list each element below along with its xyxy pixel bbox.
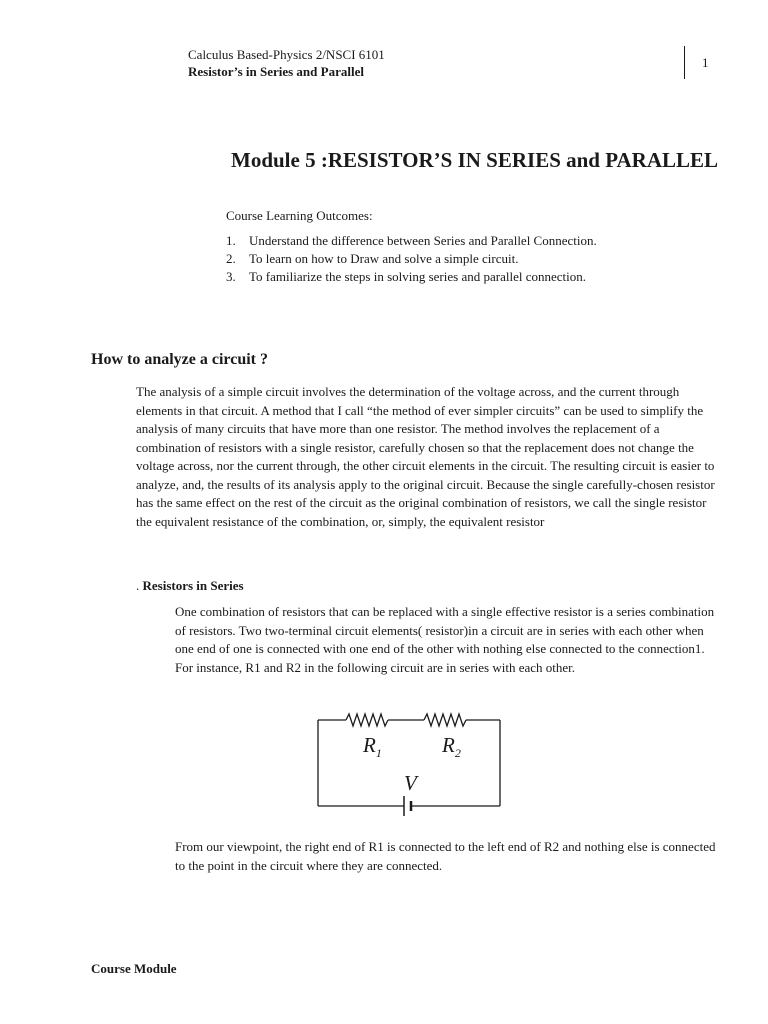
series-followup-paragraph: From our viewpoint, the right end of R1 is connected to the left end of R2 and nothing else is connected to the point in the circuit where they are connected. (175, 839, 716, 873)
footer-label: Course Module (91, 961, 177, 976)
outcome-item: 1. Understand the difference between Series and Parallel Connection. (226, 233, 597, 248)
subheading-series: . Resistors in Series (136, 578, 244, 593)
analyze-paragraph: The analysis of a simple circuit involves the determination of the voltage across, and the current through elements in that circuit. A method that I call “the method of ever simpler circuits” can be used to simplify the analysis of many circuits that have more than one resistor. The method involves the replacement of a combination of resistors with a single resistor, carefully chosen so that the replacement does not change the voltage across, nor the current through, the other circuit elements in the circuit. The resulting circuit is easier to analyze, and, the results of its analysis apply to the original circuit. Because the single carefully-chosen resistor has the same effect on the rest of the circuit as the original combination of resistors, we call the single resistor the equivalent resistance of the combination, or, simply, the equivalent resistor (136, 384, 715, 529)
header-topic-line: Resistor’s in Series and Parallel (188, 64, 364, 79)
module-title: Module 5 :RESISTOR’S IN SERIES and PARALLEL (231, 148, 719, 172)
outcomes-heading: Course Learning Outcomes: (226, 208, 373, 223)
section-heading-analyze: How to analyze a circuit ? (91, 351, 269, 368)
resistor-r2-icon (424, 714, 466, 726)
header-divider (684, 46, 685, 79)
r1-label: $R_1$ (363, 733, 382, 760)
outcome-item: 3. To familiarize the steps in solving series and parallel connection. (226, 269, 586, 284)
v-label: V (404, 771, 417, 795)
series-paragraph: One combination of resistors that can be replaced with a single effective resistor is a series combination of resistors. Two two-terminal circuit elements( resistor)in a circuit are in series with each other when one end of one is connected with one end of the other with nothing else connected to the connection1. For instance, R1 and R2 in the following circuit are in series with each other. (175, 604, 715, 675)
page-number: 1 (702, 55, 709, 70)
outcomes-list (226, 232, 597, 286)
outcome-item: 2. To learn on how to Draw and solve a simple circuit. (226, 251, 519, 266)
r2-label: $R_2$ (442, 733, 461, 760)
series-circuit-diagram (310, 710, 510, 825)
header-course-line: Calculus Based-Physics 2/NSCI 6101 (188, 47, 385, 62)
resistor-r1-icon (346, 714, 388, 726)
